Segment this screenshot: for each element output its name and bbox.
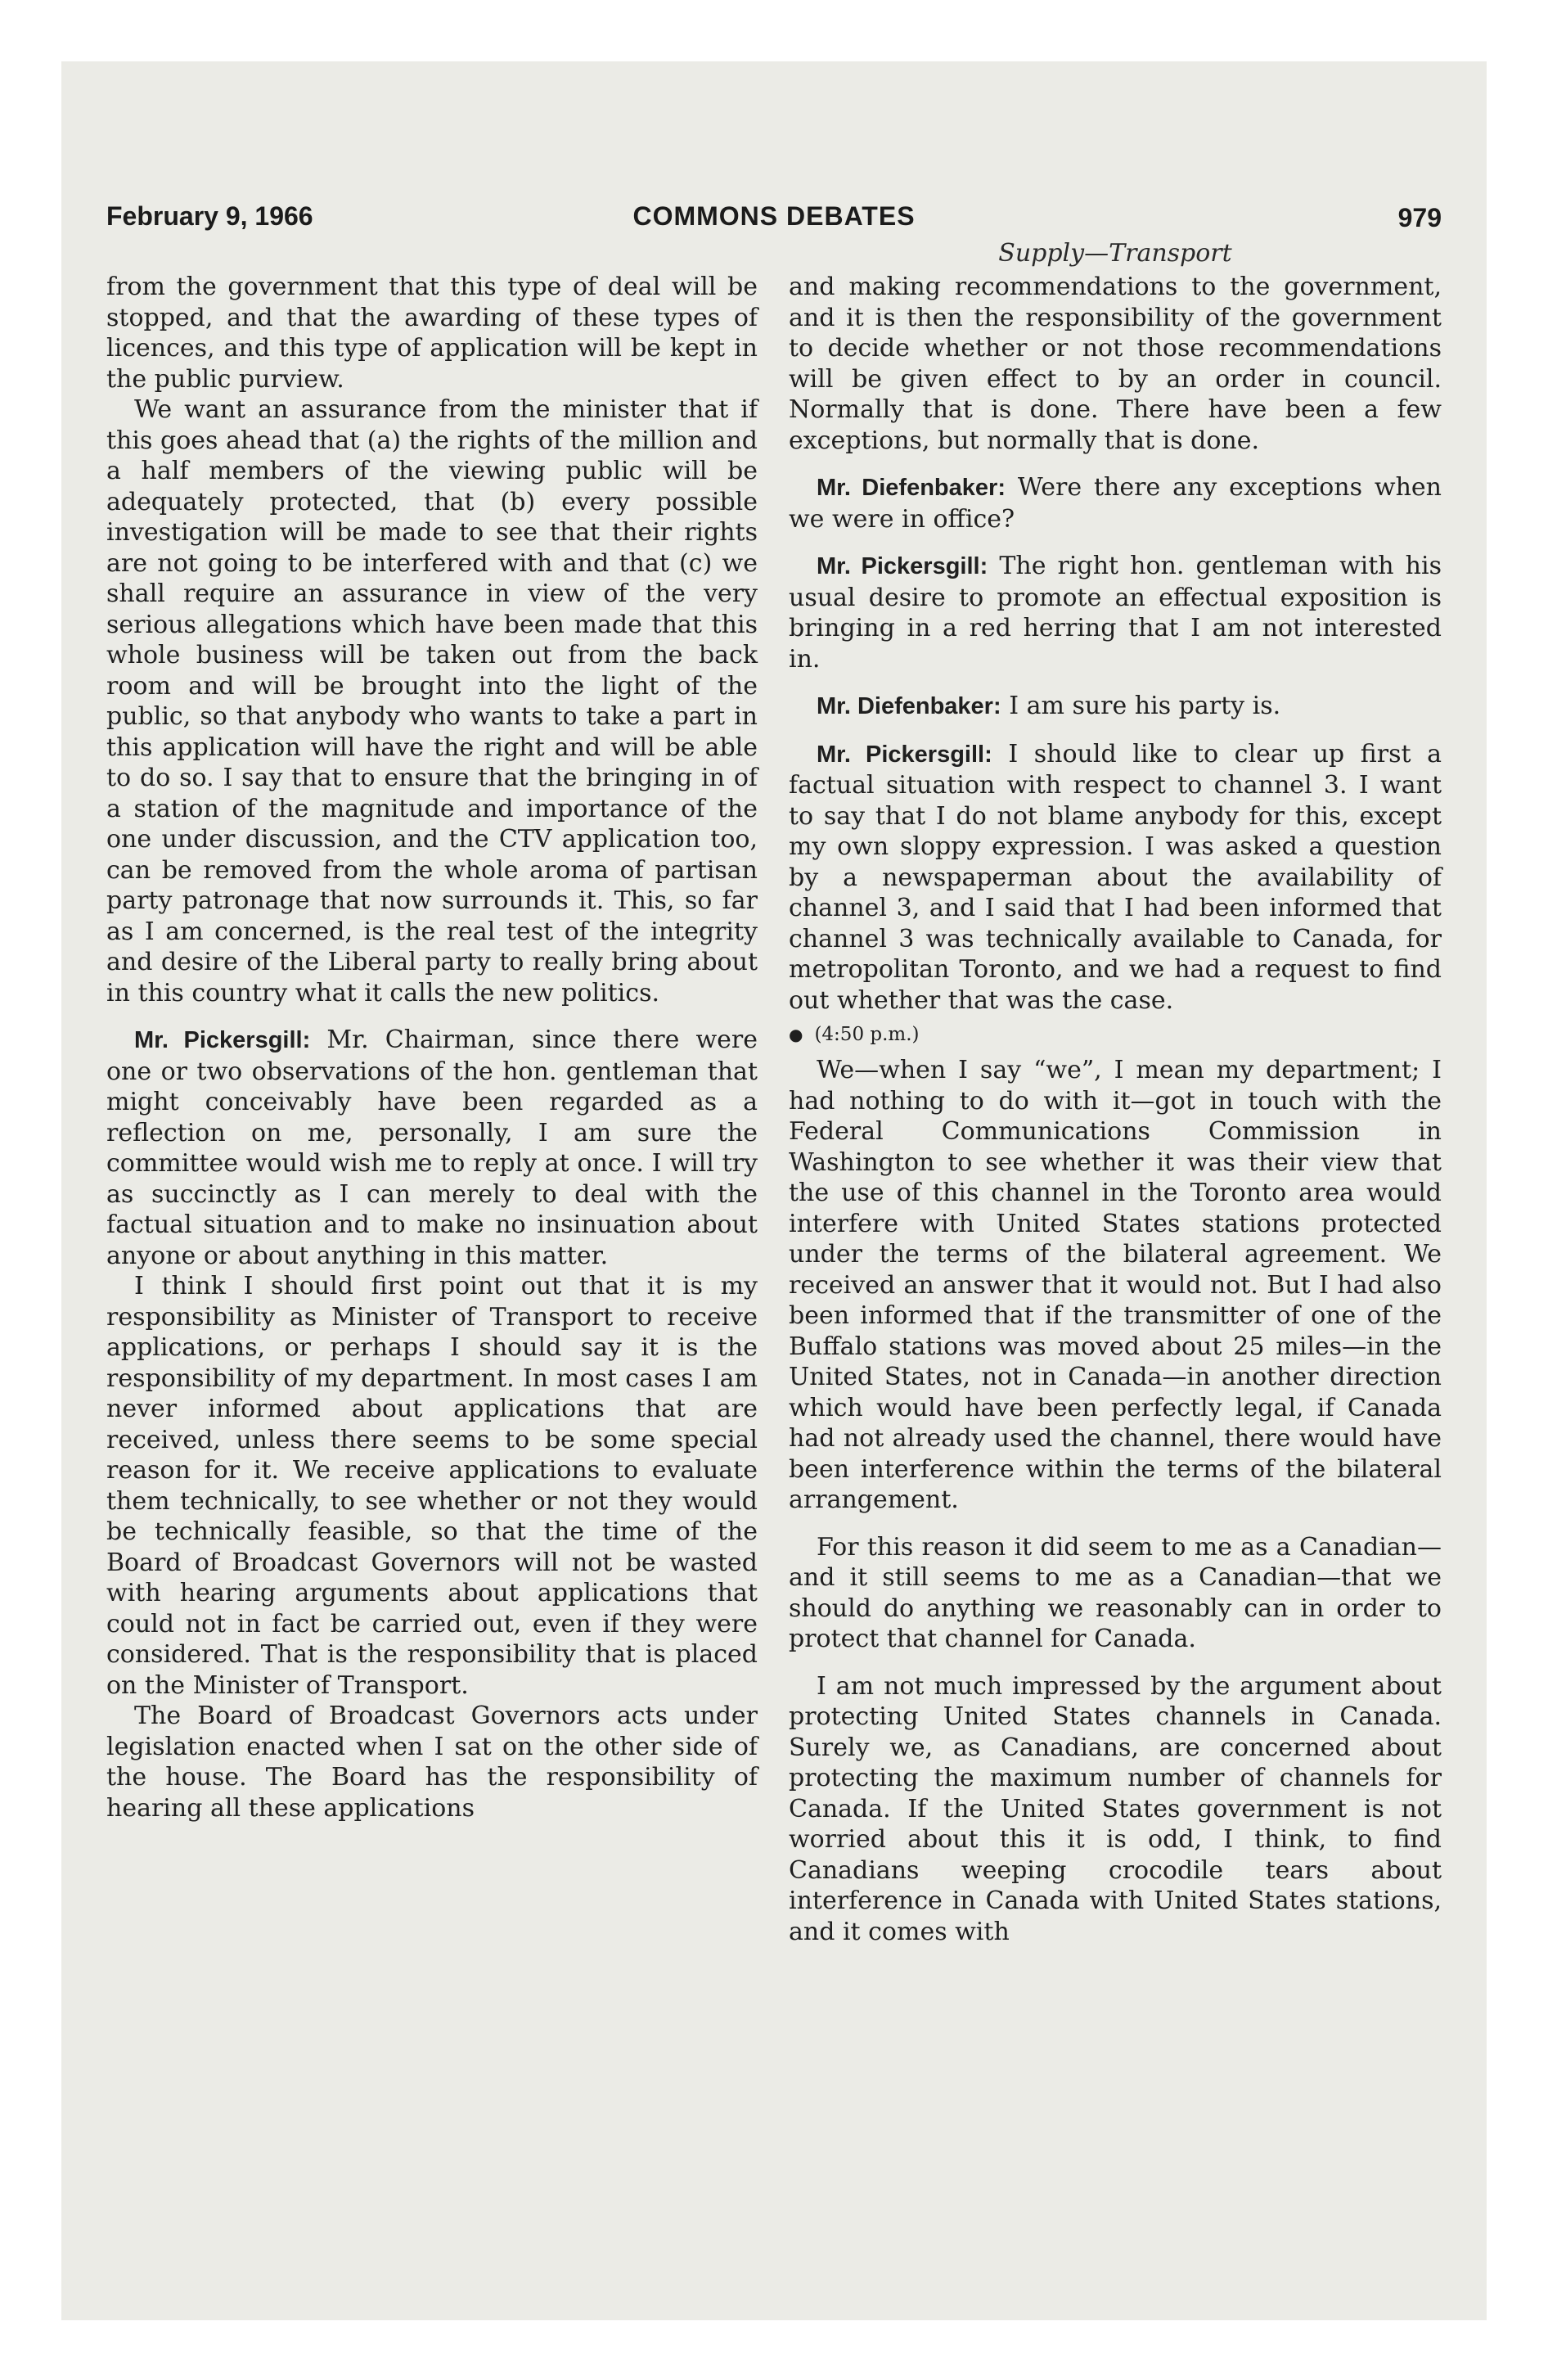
speaker-name: Mr. Diefenbaker: (817, 475, 1006, 501)
speech (789, 472, 1442, 534)
left-column (106, 272, 758, 1823)
header-date: February 9, 1966 (106, 201, 313, 231)
right-column (789, 272, 1442, 1947)
page-header (106, 201, 1442, 237)
speech (789, 691, 1442, 723)
header-publication-title: COMMONS DEBATES (632, 201, 916, 231)
speech (106, 1025, 758, 1271)
paragraph: and making recommendations to the government, and it is then the responsibility of the government to decide whether or not those recommendations will be given effect to by an order in council. Normally that is done. There have been a few exceptions, but normally that is done. (789, 273, 1442, 455)
paragraph: I am not much impressed by the argument about protecting United States channels in Canada. Surely we, as Canadians, are concerned about protecting the maximum number of channels for Canada. If the United States government is not worried about this it is odd, I think, to find Canadians weeping crocodile tears about interference in Canada with United States stations, and it comes with (789, 1671, 1442, 1946)
speaker-name: Mr. Pickersgill: (134, 1027, 311, 1053)
speaker-name: Mr. Pickersgill: (817, 741, 992, 768)
paragraph: For this reason it did seem to me as a Canadian—and it still seems to me as a Canadian—that we should do anything we reasonably can in order to protect that channel for Canada. (789, 1532, 1442, 1653)
speech-text: The right hon. gentleman with his usual desire to promote an effectual exposition is bringing in a red herring that I am not interested in. (789, 552, 1442, 674)
header-subject: Supply—Transport (998, 239, 1232, 268)
paragraph: The Board of Broadcast Governors acts under legislation enacted when I sat on the other side of the house. The Board has the responsibility of hearing all these applications (106, 1702, 758, 1823)
paragraph: I think I should first point out that it is my responsibility as Minister of Transport to receive applications, or perhaps I should say it is the responsibility of my department. In most cases I am never informed about applications that are received, unless there seems to be some special reason for it. We receive applications to evaluate them technically, to see whether or not they would be technically feasible, so that the time of the Board of Broadcast Governors will not be wasted with hearing arguments about applications that could not in fact be carried out, even if they were considered. That is the responsibility that is placed on the Minister of Transport. (106, 1272, 758, 1700)
paragraph: We—when I say “we”, I mean my department; I had nothing to do with it—got in touch with the Federal Communications Commission in Washington to see whether it was their view that the use of this channel in the Toronto area would interfere with United States stations protected under the terms of the bilateral agreement. We received an answer that it would not. But I had also been informed that if the transmitter of one of the Buffalo stations was moved about 25 miles—in the United States, not in Canada—in another direction which would have been perfectly legal, if Canada had not already used the channel, there would have been interference within the terms of the bilateral arrangement. (789, 1056, 1442, 1514)
paragraph: We want an assurance from the minister that if this goes ahead that (a) the rights of the million and a half members of the viewing public will be adequately protected, that (b) every possible investigation will be made to see that their rights are not going to be interfered with and that (c) we shall require an assurance in view of the very serious allegations which have been made that this whole business will be taken out from the back room and will be brought into the light of the public, so that anybody who wants to take a part in this application will have the right and will be able to do so. I say that to ensure that the bringing in of a station of the magnitude and importance of the one under discussion, and the CTV application too, can be removed from the whole aroma of partisan party patronage that now surrounds it. This, so far as I am concerned, is the real test of the integrity and desire of the Liberal party to really bring about in this country what it calls the new politics. (106, 395, 758, 1007)
speech-text: I should like to clear up first a factual situation with respect to channel 3. I want to say that I do not blame anybody for this, except my own sloppy expression. I was asked a question by a newspaperman about the availability of channel 3, and I said that I had been informed that channel 3 was technically available to Canada, for metropolitan Toronto, and we had a request to find out whether that was the case. (789, 739, 1442, 1015)
speaker-name: Mr. Diefenbaker: (817, 693, 1001, 719)
paragraph: from the government that this type of deal will be stopped, and that the awarding of these types of licences, and this type of application will be kept in the public purview. (106, 273, 758, 394)
time-stamp: (4:50 p.m.) (814, 1024, 920, 1045)
time-marker (789, 1021, 1442, 1048)
speech-text: Were there any exceptions when we were in office? (789, 473, 1442, 534)
speech-text: Mr. Chairman, since there were one or two observations of the hon. gentleman that might conceivably have been regarded as a reflection on me, personally, I am sure the committee would wish me to reply at once. I will try as succinctly as I can merely to deal with the factual situation and to make no insinuation about anyone or about anything in this matter. (106, 1025, 758, 1270)
speech-text: I am sure his party is. (1009, 692, 1281, 720)
bullet-icon: ● (789, 1025, 803, 1044)
speech (789, 739, 1442, 1016)
speaker-name: Mr. Pickersgill: (817, 553, 988, 579)
header-page-number: 979 (1397, 203, 1442, 232)
speech (789, 551, 1442, 674)
